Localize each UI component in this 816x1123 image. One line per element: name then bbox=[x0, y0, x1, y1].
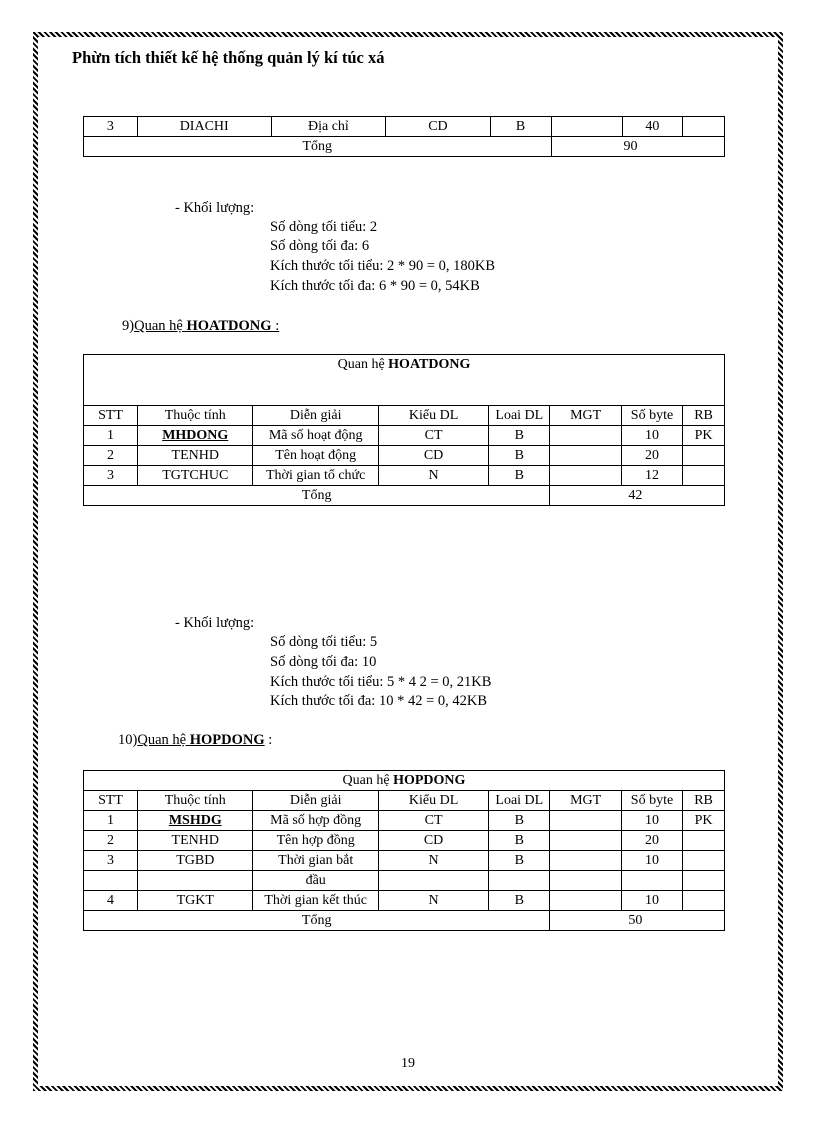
cell: TENHD bbox=[138, 446, 253, 466]
cell: TGTCHUC bbox=[138, 466, 253, 486]
header-row bbox=[84, 791, 725, 811]
cell: B bbox=[489, 466, 550, 486]
cell bbox=[550, 446, 621, 466]
volume-line: Số dòng tối tiểu: 2 bbox=[270, 219, 378, 235]
table-row bbox=[84, 891, 725, 911]
cell bbox=[489, 871, 550, 891]
cell: B bbox=[489, 446, 550, 466]
cell: DIACHI bbox=[137, 117, 271, 137]
volume-line: Kích thước tối đa: 10 * 42 = 0, 42KB bbox=[270, 693, 488, 709]
table-caption bbox=[84, 771, 725, 791]
cell: Tên hoạt động bbox=[253, 446, 379, 466]
total-value: 90 bbox=[551, 137, 724, 157]
header-row bbox=[84, 406, 725, 426]
cell: 3 bbox=[84, 851, 138, 871]
cell: PK bbox=[683, 426, 725, 446]
table-row bbox=[84, 446, 725, 466]
cell: B bbox=[489, 426, 550, 446]
section-heading-10 bbox=[118, 732, 272, 749]
cell bbox=[683, 466, 725, 486]
total-row bbox=[84, 486, 725, 506]
column-header: Loai DL bbox=[489, 791, 550, 811]
cell: Mã số hoạt động bbox=[253, 426, 379, 446]
cell bbox=[138, 871, 253, 891]
cell bbox=[683, 117, 725, 137]
cell: CD bbox=[378, 831, 488, 851]
cell: 3 bbox=[84, 117, 138, 137]
table-row bbox=[84, 811, 725, 831]
table-row bbox=[84, 851, 725, 871]
cell: N bbox=[378, 891, 488, 911]
volume-line: Kích thước tối tiểu: 5 * 4 2 = 0, 21KB bbox=[270, 674, 492, 690]
column-header: MGT bbox=[550, 406, 621, 426]
total-label: Tổng bbox=[84, 137, 552, 157]
cell: B bbox=[489, 851, 550, 871]
cell: 20 bbox=[621, 446, 682, 466]
cell: 10 bbox=[621, 426, 682, 446]
total-row bbox=[84, 911, 725, 931]
volume-line: Kích thước tối tiểu: 2 * 90 = 0, 180KB bbox=[270, 258, 496, 274]
section-bold: HOPDONG bbox=[189, 732, 265, 748]
table-row bbox=[84, 426, 725, 446]
table-caption bbox=[84, 355, 725, 406]
table-row bbox=[84, 117, 725, 137]
cell bbox=[550, 426, 621, 446]
cell: Tên hợp đồng bbox=[253, 831, 379, 851]
volume-line: Số dòng tối tiểu: 5 bbox=[270, 634, 378, 650]
page-header: Phừn tích thiết kế hệ thống quản lý kí túc xá bbox=[72, 48, 385, 67]
cell bbox=[683, 871, 725, 891]
section-heading-9 bbox=[122, 318, 279, 335]
cell: Thời gian kết thúc bbox=[253, 891, 379, 911]
cell: N bbox=[378, 466, 488, 486]
cell: 2 bbox=[84, 446, 138, 466]
caption-text: Quan hệ bbox=[337, 357, 389, 372]
cell bbox=[683, 831, 725, 851]
volume-line: Số dòng tối đa: 10 bbox=[270, 654, 377, 670]
page-border bbox=[33, 32, 783, 1091]
table-hoatdong bbox=[83, 354, 725, 506]
total-row bbox=[84, 137, 725, 157]
cell: MHDONG bbox=[138, 426, 253, 446]
cell bbox=[683, 891, 725, 911]
cell: Mã số hợp đồng bbox=[253, 811, 379, 831]
cell: CD bbox=[378, 446, 488, 466]
table-hopdong bbox=[83, 770, 725, 931]
cell bbox=[550, 871, 621, 891]
column-header: RB bbox=[683, 791, 725, 811]
column-header: Thuộc tính bbox=[138, 406, 253, 426]
total-value: 50 bbox=[550, 911, 725, 931]
cell: Thời gian tổ chức bbox=[253, 466, 379, 486]
volume-label: - Khối lượng: bbox=[175, 615, 255, 631]
table-row bbox=[84, 466, 725, 486]
cell bbox=[683, 446, 725, 466]
cell: CT bbox=[378, 811, 488, 831]
total-label: Tổng bbox=[84, 486, 550, 506]
table-row bbox=[84, 831, 725, 851]
page-number: 19 bbox=[401, 1056, 415, 1071]
table-row bbox=[84, 871, 725, 891]
cell: TGKT bbox=[138, 891, 253, 911]
caption-bold: HOATDONG bbox=[388, 357, 471, 372]
section-text: Quan hệ bbox=[137, 732, 190, 748]
cell bbox=[550, 466, 621, 486]
cell: 12 bbox=[621, 466, 682, 486]
volume-line: Kích thước tối đa: 6 * 90 = 0, 54KB bbox=[270, 278, 480, 294]
caption-bold: HOPDONG bbox=[393, 773, 466, 788]
volume-label: - Khối lượng: bbox=[175, 200, 255, 216]
cell bbox=[621, 871, 682, 891]
cell: B bbox=[490, 117, 551, 137]
cell bbox=[550, 811, 621, 831]
cell: 10 bbox=[621, 851, 682, 871]
cell: B bbox=[489, 811, 550, 831]
column-header: Kiểu DL bbox=[378, 406, 488, 426]
cell bbox=[378, 871, 488, 891]
section-suffix: : bbox=[271, 318, 280, 334]
cell: CT bbox=[378, 426, 488, 446]
cell bbox=[84, 871, 138, 891]
caption-text: Quan hệ bbox=[342, 773, 394, 788]
cell: 4 bbox=[84, 891, 138, 911]
cell: 20 bbox=[621, 831, 682, 851]
cell: B bbox=[489, 831, 550, 851]
section-suffix: : bbox=[264, 732, 273, 748]
caption-row bbox=[84, 771, 725, 791]
cell: CD bbox=[386, 117, 490, 137]
cell: B bbox=[489, 891, 550, 911]
cell: TENHD bbox=[138, 831, 253, 851]
cell bbox=[550, 851, 621, 871]
table-diachi bbox=[83, 116, 725, 157]
volume-line: Số dòng tối đa: 6 bbox=[270, 238, 370, 254]
column-header: STT bbox=[84, 406, 138, 426]
total-label: Tổng bbox=[84, 911, 550, 931]
cell: 1 bbox=[84, 811, 138, 831]
cell: Địa chỉ bbox=[271, 117, 386, 137]
section-bold: HOATDONG bbox=[186, 318, 272, 334]
section-number: 10) bbox=[118, 732, 138, 748]
column-header: Số byte bbox=[621, 791, 682, 811]
column-header: RB bbox=[683, 406, 725, 426]
cell: 10 bbox=[621, 891, 682, 911]
cell: 3 bbox=[84, 466, 138, 486]
column-header: Diễn giải bbox=[253, 791, 379, 811]
cell: 10 bbox=[621, 811, 682, 831]
cell: 2 bbox=[84, 831, 138, 851]
cell: Thời gian bắt bbox=[253, 851, 379, 871]
caption-row bbox=[84, 355, 725, 406]
column-header: Thuộc tính bbox=[138, 791, 253, 811]
cell bbox=[551, 117, 622, 137]
cell bbox=[550, 891, 621, 911]
cell: PK bbox=[683, 811, 725, 831]
cell: 40 bbox=[622, 117, 683, 137]
column-header: Kiểu DL bbox=[378, 791, 488, 811]
cell bbox=[550, 831, 621, 851]
column-header: STT bbox=[84, 791, 138, 811]
section-number: 9) bbox=[122, 318, 135, 334]
column-header: Loai DL bbox=[489, 406, 550, 426]
section-text: Quan hệ bbox=[134, 318, 187, 334]
cell: N bbox=[378, 851, 488, 871]
total-value: 42 bbox=[550, 486, 725, 506]
cell: MSHDG bbox=[138, 811, 253, 831]
column-header: Diễn giải bbox=[253, 406, 379, 426]
cell: TGBD bbox=[138, 851, 253, 871]
column-header: Số byte bbox=[621, 406, 682, 426]
cell: đầu bbox=[253, 871, 379, 891]
cell: 1 bbox=[84, 426, 138, 446]
column-header: MGT bbox=[550, 791, 621, 811]
cell bbox=[683, 851, 725, 871]
